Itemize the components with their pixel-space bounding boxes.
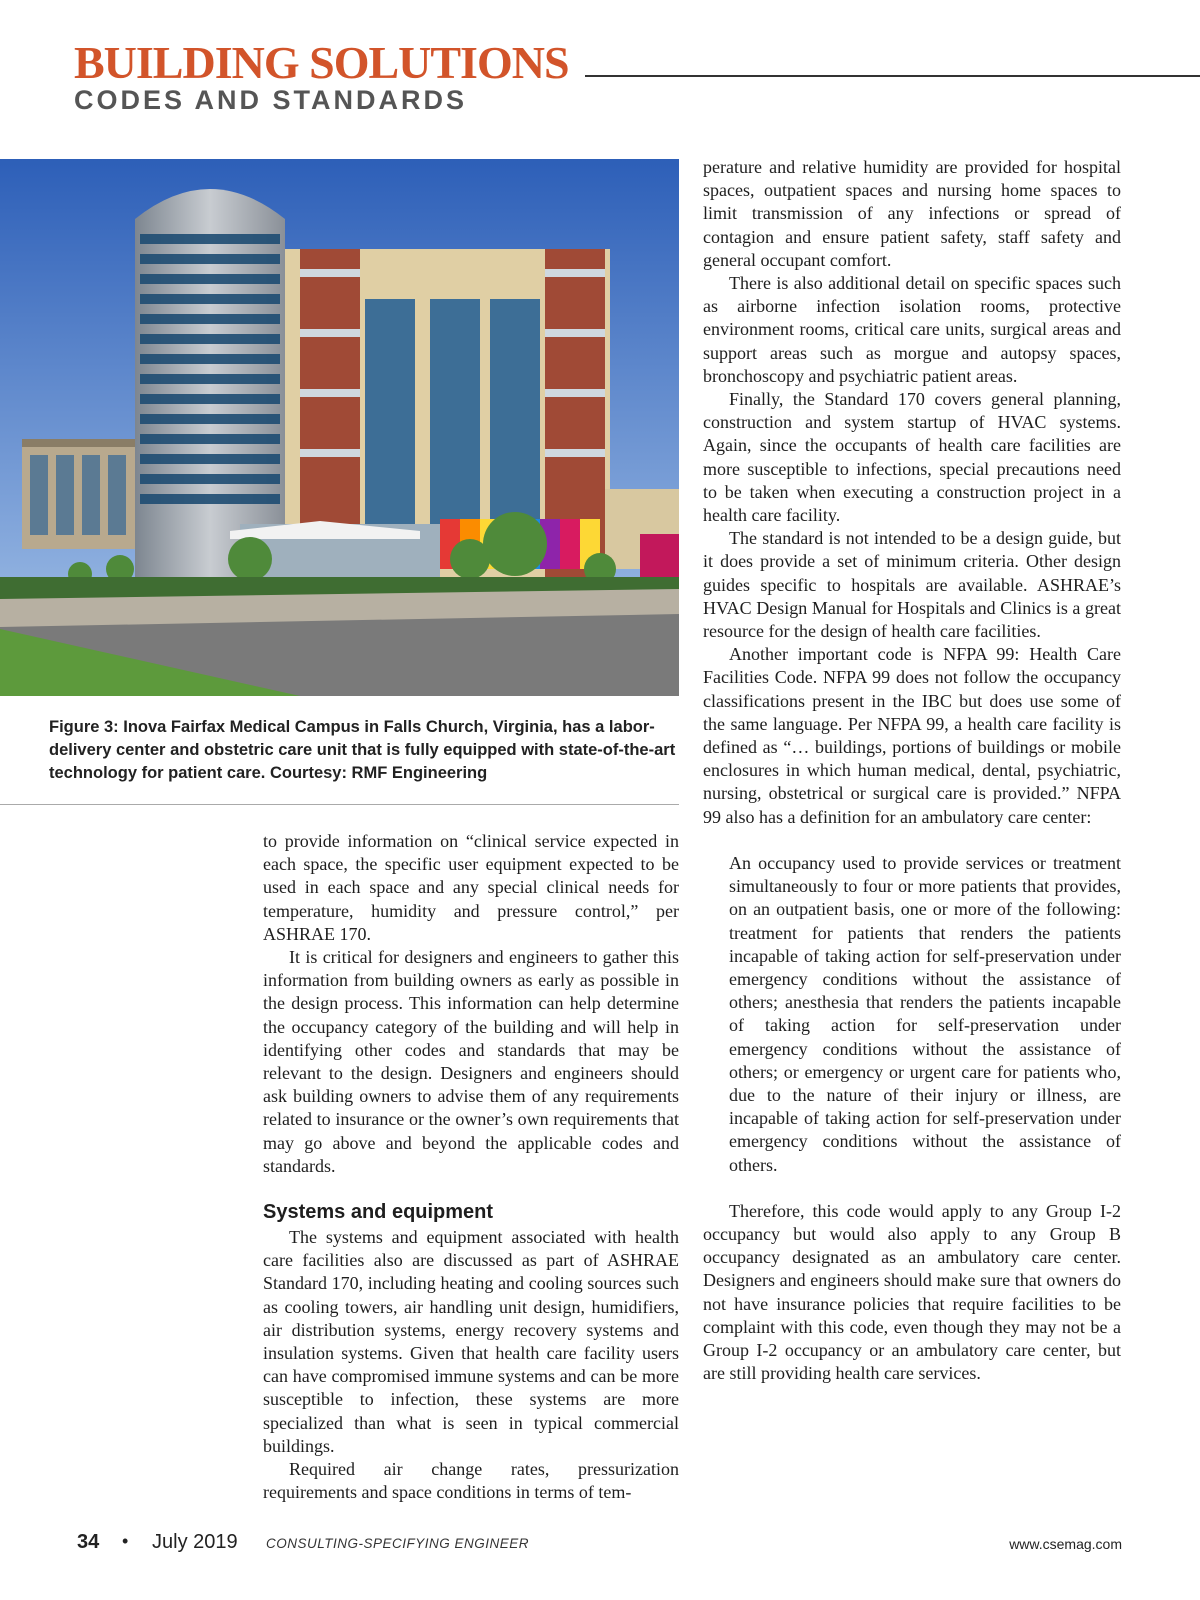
section-subtitle: CODES AND STANDARDS bbox=[74, 85, 468, 115]
paragraph: There is also additional detail on specific spaces such as airborne infection isolation rooms, protective environment rooms, critical care units, surgical areas and support areas such as morgue and autopsy spaces, bronchoscopy and psychiatric patient areas. bbox=[703, 273, 1121, 386]
issue-date: July 2019 bbox=[152, 1531, 238, 1553]
title-rule bbox=[585, 75, 1200, 77]
magazine-name: CONSULTING-SPECIFYING ENGINEER bbox=[266, 1536, 530, 1551]
hospital-photo bbox=[0, 159, 679, 696]
paragraph: The standard is not intended to be a design guide, but it does provide a set of minimum criteria. Other design guides specific to hospitals are available. ASHRAE’s HVAC Design Manual for Hospitals and Clinics is a great resource for the design of health care facilities. bbox=[703, 528, 1121, 642]
paragraph: to provide information on “clinical service expected in each space, the specific user equipment expected to be used in each space and any special clinical needs for temperature, humidity and pressure control,” per ASHRAE 170. bbox=[263, 831, 679, 944]
paragraph: It is critical for designers and engineers to gather this information from building owners as early as possible in the design process. This information can help determine the occupancy category of the building and will help in identifying other codes and standards that may be relevant to the design. Designers and engineers should ask building owners to advise them of any requirements related to insurance or the owner’s own requirements that may go above and beyond the applicable codes and standards. bbox=[263, 947, 679, 1176]
definition-quote: An occupancy used to provide services or treatment simultaneously to four or more patients that provides, on an outpatient basis, one or more of the following: treatment for patients that renders the patients incapable of taking action for self-preservation under emergency conditions without the assistance of others; anesthesia that renders the patients incapable of taking action for self-preservation under emergency conditions without the assistance of others; or emergency or urgent care for patients who, due to the nature of their injury or illness, are incapable of taking action for self-preservation under emergency conditions without the assistance of others. bbox=[729, 852, 1121, 1175]
section-heading: Systems and equipment bbox=[263, 1201, 494, 1224]
paragraph: The systems and equipment associated with health care facilities also are discussed as part of ASHRAE Standard 170, including heating and cooling sources such as cooling towers, air handling unit design, humidifiers, air distribution systems, energy recovery systems and insulation systems. Given that health care facility users can have compromised immune systems and can be more susceptible to infection, these systems are more specialized than what is seen in typical commercial buildings. bbox=[263, 1227, 679, 1456]
website-link[interactable]: www.csemag.com bbox=[1009, 1536, 1122, 1552]
footer-bullet: • bbox=[122, 1531, 129, 1551]
paragraph: perature and relative humidity are provided for hospital spaces, outpatient spaces and nursing home spaces to limit transmission of any infections or spread of contagion and ensure patient safety, staff safety and general occupant comfort. bbox=[703, 157, 1121, 270]
paragraph: Finally, the Standard 170 covers general planning, construction and system startup of HVAC systems. Again, since the occupants of health care facilities are more susceptible to infections, special precautions need to be taken when executing a construction project in a health care facility. bbox=[703, 389, 1121, 526]
page-number: 34 bbox=[77, 1531, 100, 1553]
page-footer bbox=[0, 1525, 1200, 1565]
paragraph: Therefore, this code would apply to any Group I-2 occupancy but would also apply to any Group B occupancy designated as an ambulatory care center. Designers and engineers should make sure that owners do not have insurance policies that require facilities to be complaint with this code, even though they may not be a Group I-2 occupancy or an ambulatory care center, but are still providing health care services. bbox=[703, 1200, 1121, 1384]
section-title: BUILDING SOLUTIONS bbox=[74, 37, 569, 88]
paragraph: Another important code is NFPA 99: Health Care Facilities Code. NFPA 99 does not follow the occupancy classifications present in the IBC but does use some of the same language. Per NFPA 99, a health care facility is defined as “… buildings, portions of buildings or mobile enclosures in which human medical, dental, psychiatric, nursing, obstetrical or surgical care is provided.” NFPA 99 also has a definition for an ambulatory care center: bbox=[703, 644, 1121, 827]
caption-divider bbox=[0, 804, 679, 805]
article-column-right bbox=[703, 156, 1121, 1385]
article-column-middle bbox=[263, 830, 679, 1504]
figure-caption: Figure 3: Inova Fairfax Medical Campus in Falls Church, Virginia, has a labor-delivery center and obstetric care unit that is fully equipped with state-of-the-art technology for patient care. Courtesy: RMF Engineering bbox=[49, 718, 676, 782]
paragraph: Required air change rates, pressurization requirements and space conditions in terms of tem- bbox=[263, 1459, 679, 1503]
